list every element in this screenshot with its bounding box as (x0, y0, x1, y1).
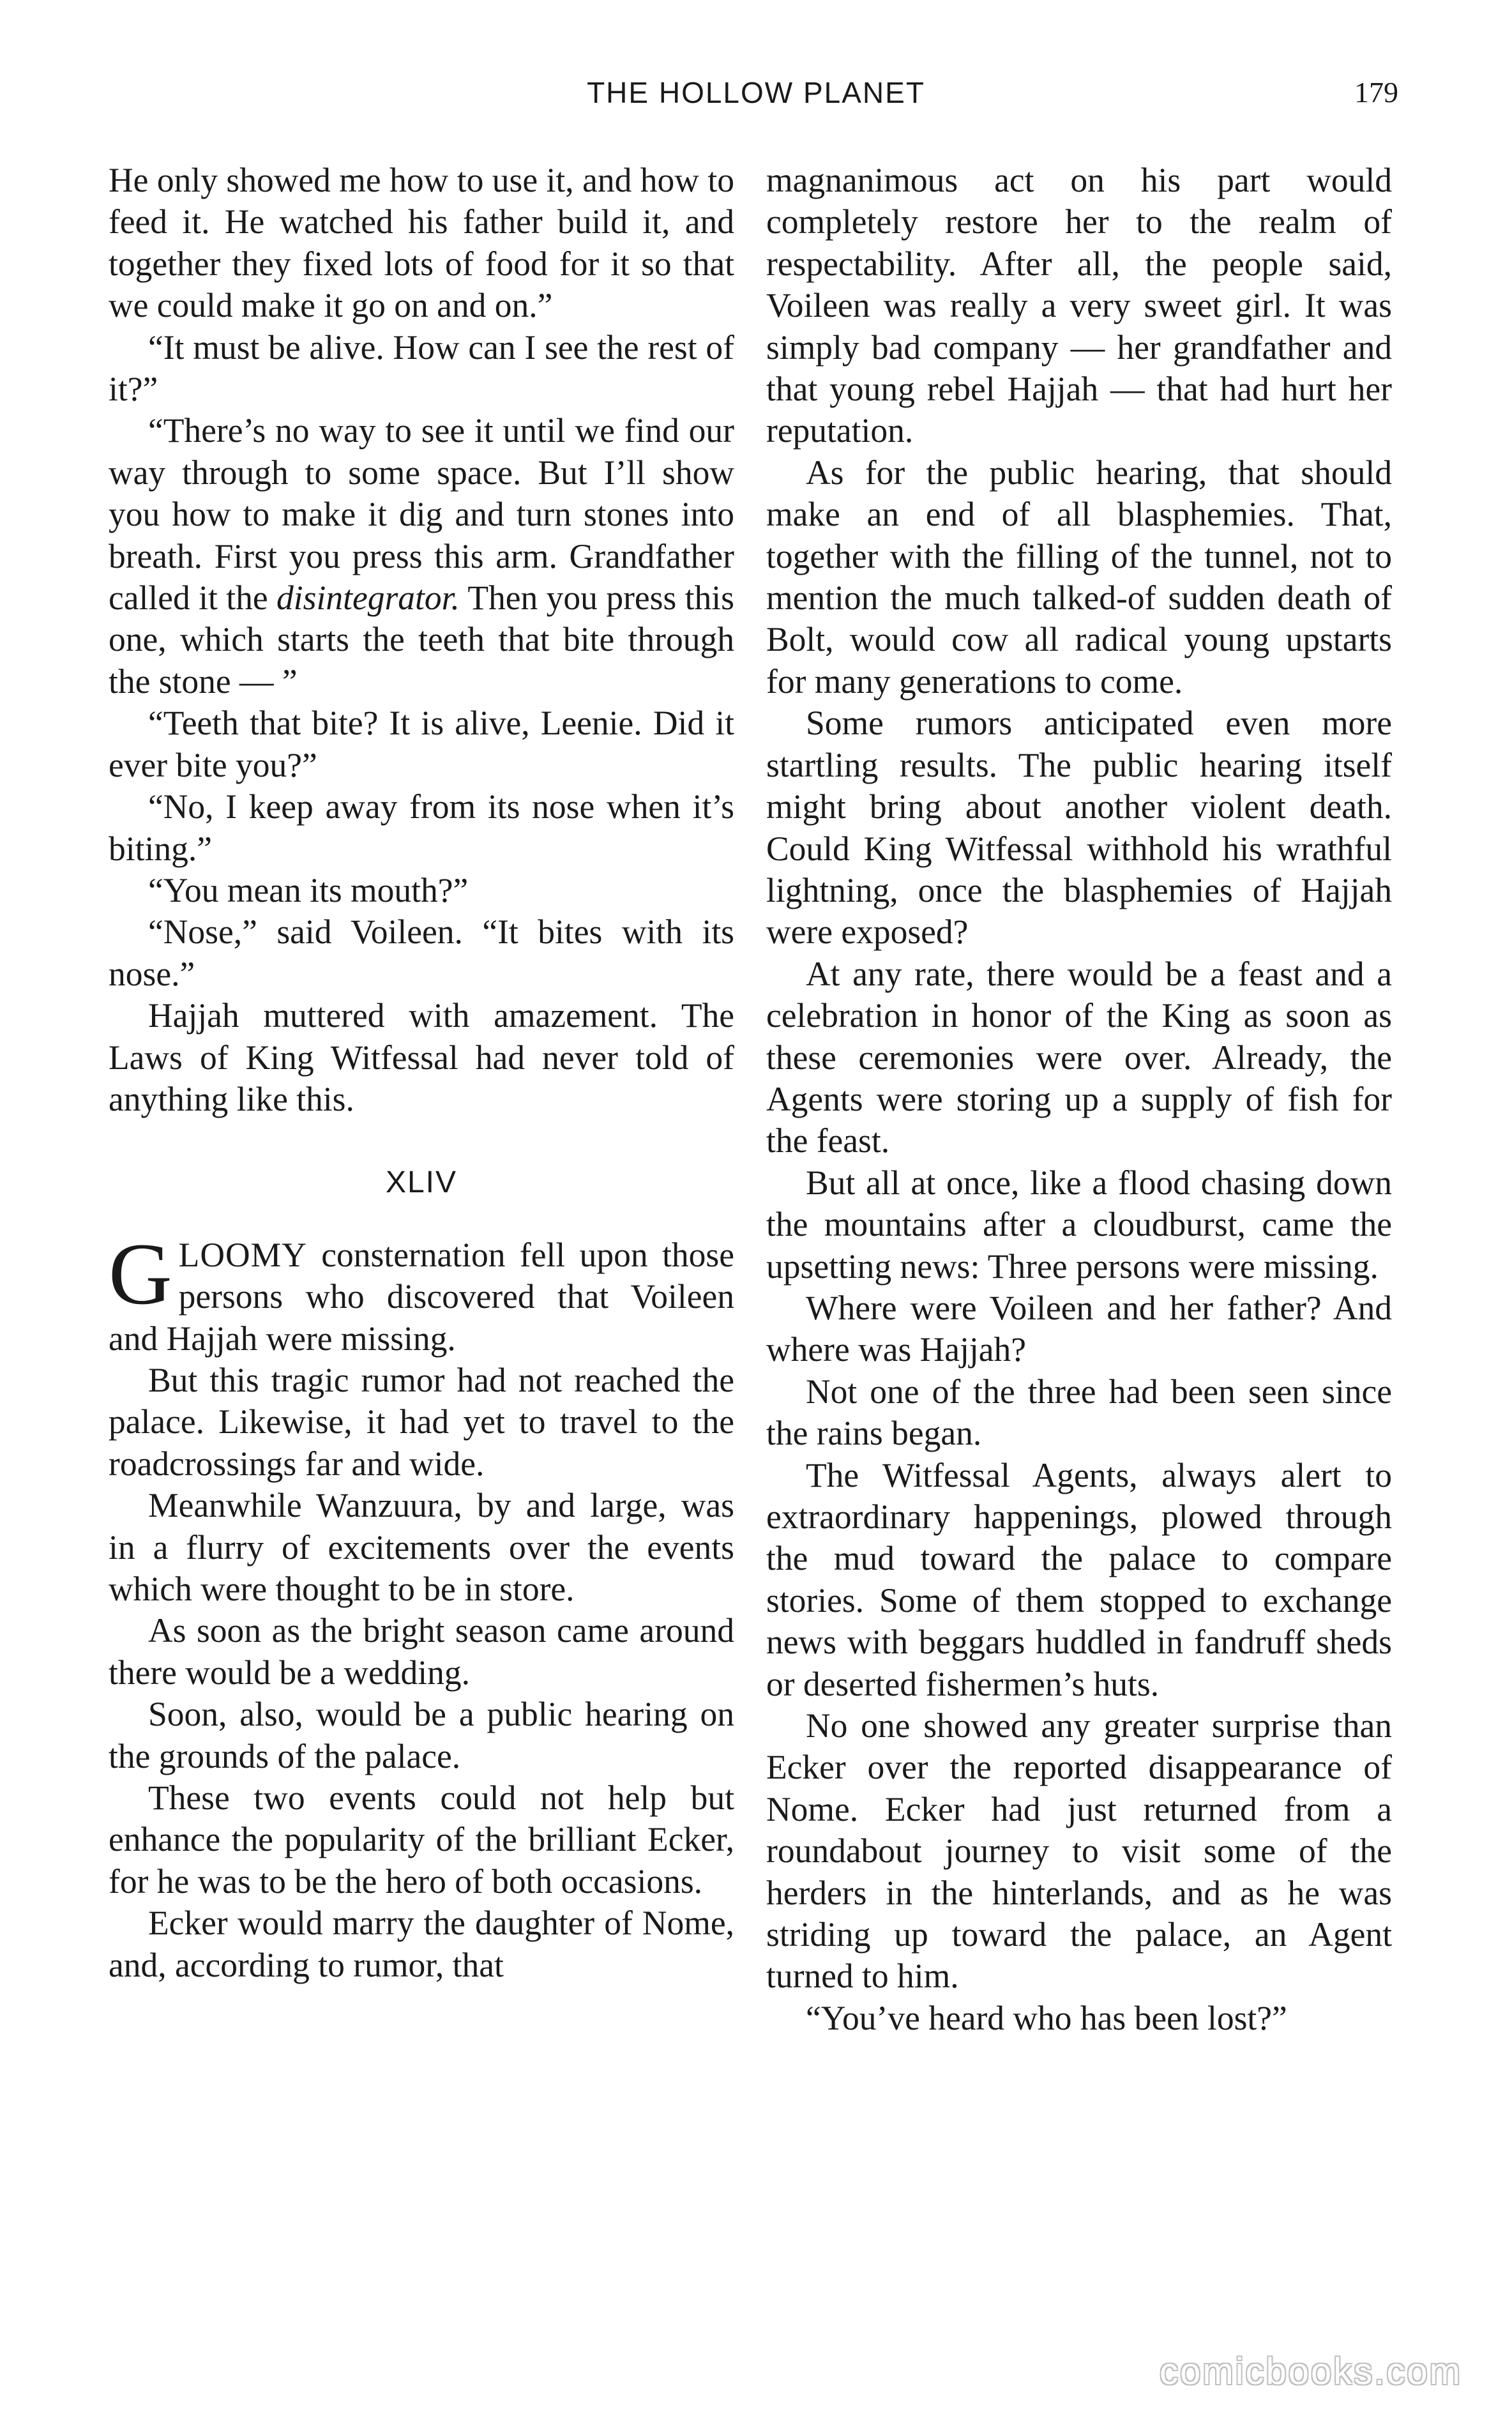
paragraph: No one showed any greater surprise than Ecker over the reported disappearance of Nome. Ecker had just returned from a roundabout journey to visit some of the herders in the hinterlands, and as he was striding up toward the palace, an Agent turned to him. (766, 1706, 1392, 1996)
paragraph: Soon, also, would be a public hearing on the grounds of the palace. (109, 1695, 734, 1775)
paragraph-text: Then you press this one, which starts the teeth that bite through the stone — ” (109, 579, 734, 701)
paragraph: As for the public hearing, that should make an end of all blasphemies. That, together with the filling of the tunnel, not to mention the much talked-of sudden death of Bolt, would cow all radical young upstarts for many generations to come. (766, 453, 1392, 701)
paragraph: As soon as the bright season came around there would be a wedding. (109, 1611, 734, 1692)
paragraph: magnanimous act on his part would completely restore her to the realm of respectability. After all, the people said, Voileen was really a very sweet girl. It was simply bad company — her grandfather and that young rebel Hajjah — that had hurt her reputation. (766, 161, 1392, 450)
drop-cap: G (109, 1224, 172, 1323)
opening-paragraph (109, 1224, 734, 1360)
watermark: comicbooks.com (1160, 2351, 1462, 2392)
chapter-heading: XLIV (385, 1165, 458, 1200)
paragraph: Meanwhile Wanzuura, by and large, was in a flurry of excitements over the events which were thought to be in store. (109, 1486, 734, 1608)
paragraph: But this tragic rumor had not reached the palace. Likewise, it had yet to travel to the roadcrossings far and wide. (109, 1360, 734, 1483)
left-column (109, 160, 734, 1986)
paragraph: At any rate, there would be a feast and a celebration in honor of the King as soon as these ceremonies were over. Already, the Agents were storing up a supply of fish for the feast. (766, 954, 1392, 1160)
paragraph: Hajjah muttered with amazement. The Laws of King Witfessal had never told of anything like this. (109, 996, 734, 1118)
paragraph: But all at once, like a flood chasing down the mountains after a cloudburst, came the upsetting news: Three persons were missing. (766, 1163, 1392, 1286)
paragraph: Ecker would marry the daughter of Nome, and, according to rumor, that (109, 1904, 734, 1984)
paragraph: “It must be alive. How can I see the rest of it?” (109, 328, 734, 409)
paragraph: “You’ve heard who has been lost?” (806, 1998, 1287, 2037)
paragraph-text: “There’s no way to see it until we find our way through to some space. But I’ll show you how to make it dig and turn stones into breath. First you press this arm. Grandfather called it the (109, 411, 734, 618)
page-number: 179 (1354, 76, 1398, 109)
paragraph: Where were Voileen and her father? And where was Hajjah? (766, 1288, 1392, 1369)
paragraph: The Witfessal Agents, always alert to extraordinary happenings, plowed through the mud toward the palace to compare stories. Some of them stopped to exchange news with beggars huddled in fandruff sheds or deserted fishermen’s huts. (766, 1455, 1392, 1703)
paragraph: “Nose,” said Voileen. “It bites with its nose.” (109, 913, 734, 993)
running-header-title: THE HOLLOW PLANET (587, 76, 925, 109)
paragraph: “You mean its mouth?” (148, 870, 469, 909)
right-column (766, 160, 1392, 2039)
italic-term: disintegrator. (276, 579, 460, 618)
paragraph: “No, I keep away from its nose when it’s biting.” (109, 787, 734, 868)
lead-in-word: LOOMY (178, 1235, 307, 1274)
paragraph: These two events could not help but enhance the popularity of the brilliant Ecker, for he was to be the hero of both occasions. (109, 1779, 734, 1901)
paragraph: He only showed me how to use it, and how to feed it. He watched his father build it, and together they fixed lots of food for it so that we could make it go on and on.” (109, 161, 734, 325)
paragraph: “Teeth that bite? It is alive, Leenie. Did it ever bite you?” (109, 704, 734, 784)
paragraph: Not one of the three had been seen since the rains began. (766, 1372, 1392, 1453)
paragraph-with-italic (109, 410, 734, 702)
paragraph-text: consternation fell upon those persons who discovered that Voileen and Hajjah were missing. (109, 1235, 734, 1358)
paragraph: Some rumors anticipated even more startling results. The public hearing itself might bring about another violent death. Could King Witfessal withhold his wrathful lightning, once the blasphemies of Hajjah were exposed? (766, 704, 1392, 952)
